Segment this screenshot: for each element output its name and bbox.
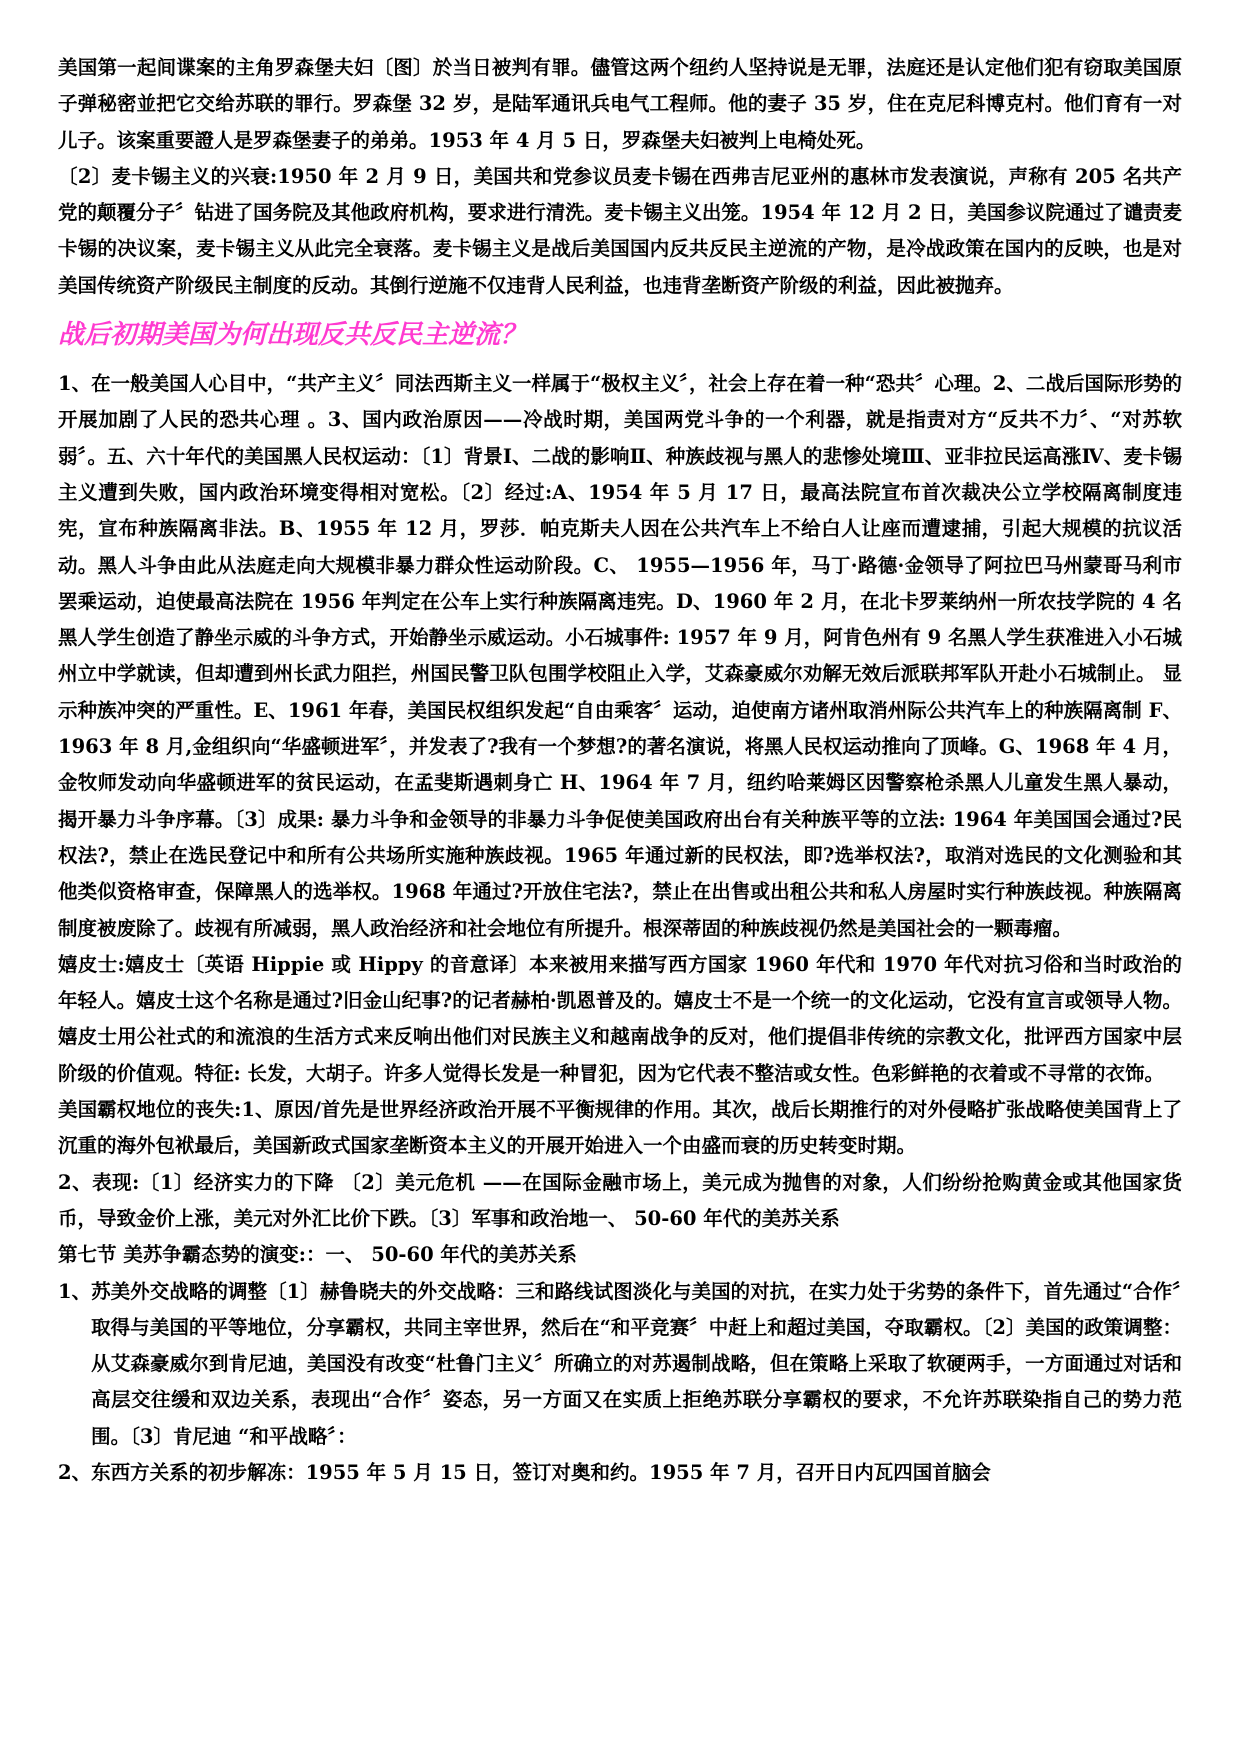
paragraph-mccarthyism: 〔2〕麦卡锡主义的兴衰:1950 年 2 月 9 日，美国共和党参议员麦卡锡在西弗吉尼亚州的惠林市发表演说，声称有 205 名共产党的颠覆分子〞钻进了国务院及其他政府机构，要求进行清洗。麦卡锡主义出笼。1954 年 12 月 2 日，美国参议院通过了谴责麦卡锡的决议案，麦卡锡主义从此完全衰落。麦卡锡主义是战后美国国内反共反民主逆流的产物，是冷战政策在国内的反映，也是对美国传统资产阶级民主制度的反动。其倒行逆施不仅违背人民利益，也违背垄断资产阶级的利益，因此被抛弃。: [58, 164, 1182, 297]
list-item: [58, 1274, 1182, 1455]
list-item-text: 苏美外交战略的调整〔1〕赫鲁晓夫的外交战略：三和路线试图淡化与美国的对抗，在实力处于劣势的条件下，首先通过“合作〞取得与美国的平等地位，分享霸权，共同主宰世界，然后在“和平竞赛〞中赶上和超过美国，夺取霸权。〔2〕美国的政策调整：从艾森豪威尔到肯尼迪，美国没有改变“杜鲁门主义〞所确立的对苏遏制战略，但在策略上采取了软硬两手，一方面通过对话和高层交往缓和双边关系，表现出“合作〞姿态，另一方面又在实质上拒绝苏联分享霸权的要求，不允许苏联染指自己的势力范围。〔3〕肯尼迪 “和平战略〞：: [91, 1279, 1182, 1448]
list-item-number: 1、: [58, 1279, 92, 1303]
document-page: [58, 50, 1182, 1491]
paragraph-section-seven-title: 第七节 美苏争霸态势的演变:：一、 50-60 年代的美苏关系: [58, 1243, 577, 1267]
list-item-number: 2、: [58, 1460, 92, 1484]
list-item: [58, 1455, 1182, 1491]
paragraph-hegemony-manifestations: 2、表现:〔1〕经济实力的下降 〔2〕美元危机 ——在国际金融市场上，美元成为抛售的对象，人们纷纷抢购黄金或其他国家货币，导致金价上涨，美元对外汇比价下跌。〔3〕军事和政治地一、 50-60 年代的美苏关系: [58, 1170, 1182, 1230]
paragraph-hegemony-loss: 美国霸权地位的丧失:1、原因/首先是世界经济政治开展不平衡规律的作用。其次，战后长期推行的对外侵略扩张战略使美国背上了沉重的海外包袱最后，美国新政式国家垄断资本主义的开展开始进入一个由盛而衰的历史转变时期。: [58, 1098, 1182, 1158]
list-item-text: 东西方关系的初步解冻：1955 年 5 月 15 日，签订对奥和约。1955 年 7 月，召开日内瓦四国首脑会: [91, 1460, 991, 1484]
paragraph-anticommunism-civil-rights: 1、在一般美国人心目中，“共产主义〞同法西斯主义一样属于“极权主义〞，社会上存在着一种“恐共〞心理。2、二战后国际形势的开展加剧了人民的恐共心理 。3、国内政治原因——冷战时期，美国两党斗争的一个利器，就是指责对方“反共不力〞、“对苏软弱〞。五、六十年代的美国黑人民权运动：〔1〕背景Ⅰ、二战的影响Ⅱ、种族歧视与黑人的悲惨处境Ⅲ、亚非拉民运高涨Ⅳ、麦卡锡主义遭到失败，国内政治环境变得相对宽松。〔2〕经过:A、1954 年 5 月 17 日，最高法院宣布首次裁决公立学校隔离制度违宪，宣布种族隔离非法。B、1955 年 12 月，罗莎．帕克斯夫人因在公共汽车上不给白人让座而遭逮捕，引起大规模的抗议活动。黑人斗争由此从法庭走向大规模非暴力群众性运动阶段。C、 1955—1956 年，马丁·路德·金领导了阿拉巴马州蒙哥马利市罢乘运动，迫使最高法院在 1956 年判定在公车上实行种族隔离违宪。D、1960 年 2 月，在北卡罗莱纳州一所农技学院的 4 名黑人学生创造了静坐示威的斗争方式，开始静坐示威运动。小石城事件: 1957 年 9 月，阿肯色州有 9 名黑人学生获准进入小石城州立中学就读，但却遭到州长武力阻拦，州国民警卫队包围学校阻止入学，艾森豪威尔劝解无效后派联邦军队开赴小石城制止。 显示种族冲突的严重性。E、1961 年春，美国民权组织发起“自由乘客〞运动，迫使南方诸州取消州际公共汽车上的种族隔离制 F、1963 年 8 月,金组织向“华盛顿进军〞，并发表了?我有一个梦想?的著名演说，将黑人民权运动推向了顶峰。G、1968 年 4 月，金牧师发动向华盛顿进军的贫民运动，在孟斐斯遇刺身亡 H、1964 年 7 月，纽约哈莱姆区因警察枪杀黑人儿童发生黑人暴动，揭开暴力斗争序幕。〔3〕成果: 暴力斗争和金领导的非暴力斗争促使美国政府出台有关种族平等的立法: 1964 年美国国会通过?民权法?，禁止在选民登记中和所有公共场所实施种族歧视。1965 年通过新的民权法，即?选举权法?，取消对选民的文化测验和其他类似资格审查，保障黑人的选举权。1968 年通过?开放住宅法?，禁止在出售或出租公共和私人房屋时实行种族歧视。种族隔离制度被废除了。歧视有所减弱，黑人政治经济和社会地位有所提升。根深蒂固的种族歧视仍然是美国社会的一颗毒瘤。: [58, 372, 1182, 940]
paragraph-hippies: 嬉皮士:嬉皮士〔英语 Hippie 或 Hippy 的音意译〕本来被用来描写西方国家 1960 年代和 1970 年代对抗习俗和当时政治的年轻人。嬉皮士这个名称是通过?旧金山纪事?的记者赫柏·凯恩普及的。嬉皮士不是一个统一的文化运动，它没有宣言或领导人物。嬉皮士用公社式的和流浪的生活方式来反响出他们对民族主义和越南战争的反对，他们提倡非传统的宗教文化，批评西方国家中层阶级的价值观。特征: 长发，大胡子。许多人觉得长发是一种冒犯，因为它代表不整洁或女性。色彩鲜艳的衣着或不寻常的衣饰。: [58, 952, 1182, 1085]
section-heading: 战后初期美国为何出现反共反民主逆流？: [58, 320, 527, 351]
paragraph-rosenberg-case: 美国第一起间谍案的主角罗森堡夫妇〔图〕於当日被判有罪。儘管这两个纽约人坚持说是无罪，法庭还是认定他们犯有窃取美国原子弹秘密並把它交给苏联的罪行。罗森堡 32 岁，是陆军通讯兵电气工程师。他的妻子 35 岁，住在克尼科博克村。他们育有一对儿子。该案重要證人是罗森堡妻子的弟弟。1953 年 4 月 5 日，罗森堡夫妇被判上电椅处死。: [58, 56, 1182, 152]
